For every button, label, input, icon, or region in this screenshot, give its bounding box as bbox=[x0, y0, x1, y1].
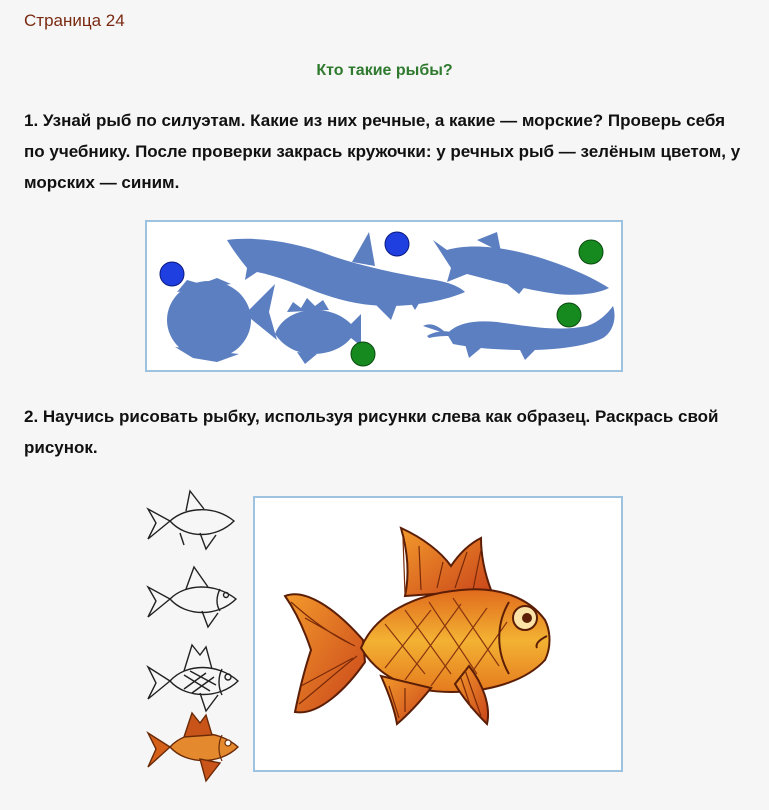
drawing-steps bbox=[140, 485, 248, 795]
fish-step-4-icon bbox=[148, 713, 238, 781]
river-circle-3 bbox=[351, 342, 375, 366]
fish-step-3-icon bbox=[148, 645, 238, 711]
fish-step-2-icon bbox=[148, 567, 236, 627]
page-title: Кто такие рыбы? bbox=[316, 62, 453, 79]
task-2-text: 2. Научись рисовать рыбку, используя рисунки слева как образец. Раскрась свой рисунок. bbox=[24, 407, 719, 457]
perch-silhouette-icon bbox=[275, 298, 361, 364]
task-1-text: 1. Узнай рыб по силуэтам. Какие из них речные, а какие — морские? Проверь себя по учебнику. После проверки закрась кружочки: у речных рыб — зелёным цветом, у морских — синим. bbox=[24, 111, 741, 192]
page-label: Страница 24 bbox=[24, 11, 125, 30]
river-circle-1 bbox=[579, 240, 603, 264]
fish-step-1-icon bbox=[148, 491, 234, 549]
river-circle-2 bbox=[557, 303, 581, 327]
drawing-frame bbox=[253, 496, 623, 772]
catfish-silhouette-icon bbox=[423, 306, 615, 360]
goldfish-icon bbox=[285, 528, 550, 724]
pike-silhouette-icon bbox=[433, 232, 609, 295]
sea-circle-2 bbox=[385, 232, 409, 256]
sea-circle-1 bbox=[160, 262, 184, 286]
flounder-silhouette-icon bbox=[167, 278, 277, 362]
silhouettes-panel bbox=[145, 220, 623, 372]
